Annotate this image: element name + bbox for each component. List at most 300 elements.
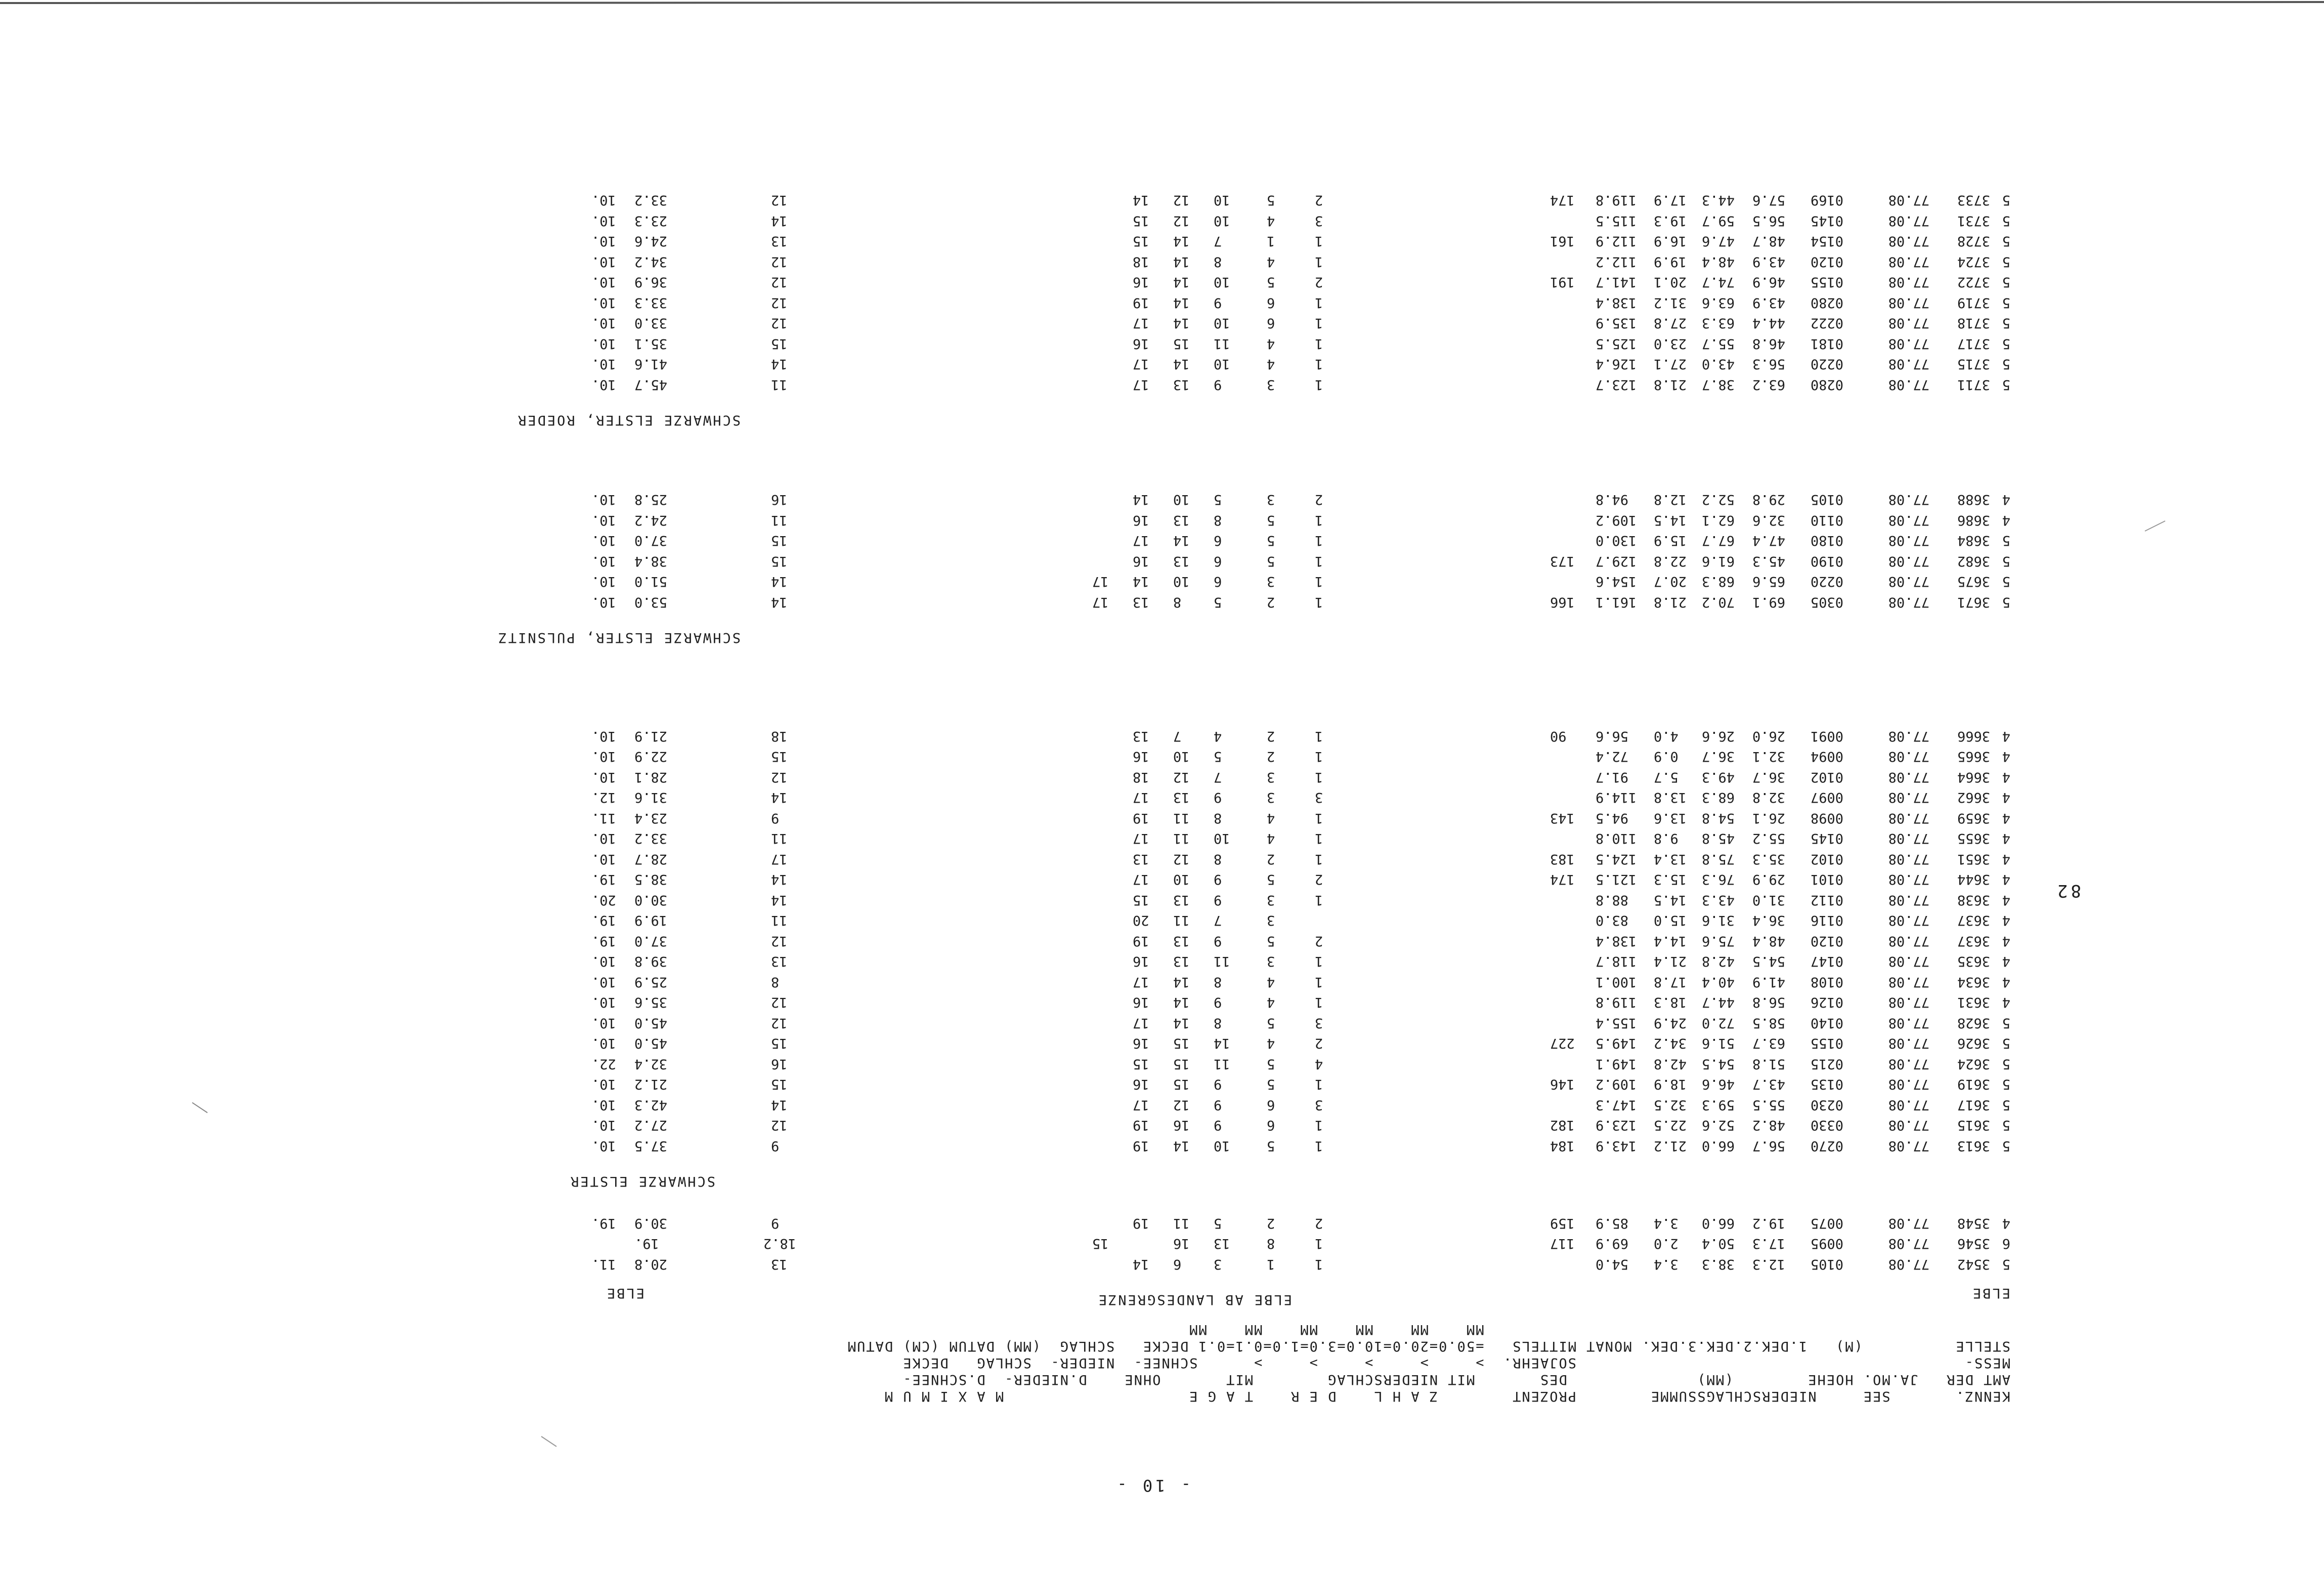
table-cell: 35.6 (634, 994, 668, 1011)
table-cell: 14 (1173, 994, 1190, 1011)
table-cell: 3 (1267, 953, 1275, 970)
table-cell: 10. (591, 728, 616, 744)
table-cell: 0280 (1811, 377, 1844, 392)
table-cell: 5 (2002, 336, 2010, 352)
table-cell: 109.2 (1596, 512, 1637, 528)
table-cell: 66.0 (1702, 1215, 1735, 1231)
table-cell: 33.3 (634, 295, 668, 311)
table-cell: 119.8 (1596, 192, 1637, 208)
table-cell: 94.5 (1596, 810, 1629, 826)
table-cell: 19 (1133, 1117, 1149, 1133)
table-cell: 67.7 (1702, 533, 1735, 549)
table-row (0, 826, 2324, 847)
table-cell: 0215 (1811, 1056, 1844, 1072)
table-cell: 4 (1315, 1056, 1323, 1072)
table-cell: 13 (1173, 933, 1190, 949)
table-cell: 13 (771, 233, 788, 249)
table-cell: 4 (1267, 830, 1275, 847)
table-cell: 83.0 (1596, 912, 1629, 929)
table-cell: 31.6 (1702, 912, 1735, 929)
table-cell: 10. (591, 492, 616, 508)
table-cell: 14 (1133, 192, 1149, 208)
table-cell: 4 (2002, 728, 2010, 744)
table-cell: 0145 (1811, 213, 1844, 229)
river-label-right: ELBE (605, 1285, 644, 1301)
table-cell: 12 (771, 192, 788, 208)
table-cell: 75.6 (1702, 933, 1735, 949)
table-row (0, 785, 2324, 806)
table-cell: 5 (2002, 594, 2010, 610)
table-cell: 5 (1214, 1215, 1222, 1231)
table-cell: 15 (771, 336, 788, 352)
table-cell: 77.08 (1888, 533, 1929, 549)
table-cell: 3644 (1957, 871, 1990, 888)
table-cell: 7 (1214, 233, 1222, 249)
table-cell: 3675 (1957, 574, 1990, 590)
table-cell: 0126 (1811, 994, 1844, 1011)
table-cell: 56.5 (1752, 213, 1786, 229)
table-cell: 20.7 (1654, 574, 1687, 590)
table-cell: 62.1 (1702, 512, 1735, 528)
table-cell: 10 (1173, 871, 1190, 888)
table-cell: 3631 (1957, 994, 1990, 1011)
table-cell: 77.08 (1888, 994, 1929, 1011)
table-cell: 15 (1173, 336, 1190, 352)
table-cell: 5 (2002, 1035, 2010, 1052)
table-cell: 10. (591, 356, 616, 372)
table-cell: 11 (1214, 1056, 1230, 1072)
table-cell: 10. (591, 769, 616, 785)
table-cell: 10. (591, 315, 616, 331)
table-cell: 77.08 (1888, 553, 1929, 569)
table-cell: 3635 (1957, 953, 1990, 970)
table-cell: 33.2 (634, 192, 668, 208)
table-cell: 5 (1267, 1076, 1275, 1092)
table-cell: 4 (2002, 994, 2010, 1011)
table-row (0, 549, 2324, 569)
table-cell: 0280 (1811, 295, 1844, 311)
header-line: STELLE (M) 1.DEK.2.DEK.3.DEK. MONAT MITTELS =50.0=20.0=10.0=3.0=1.0=0.1=0.1 DECKE SCHLAG (MM) DATUM (CM) DATUM (846, 1338, 2010, 1354)
table-cell: 5 (2002, 315, 2010, 331)
table-row (0, 590, 2324, 610)
table-cell: 55.2 (1752, 830, 1786, 847)
table-cell: 3666 (1957, 728, 1990, 744)
table-cell: 4 (2002, 871, 2010, 888)
table-cell: 17 (1133, 356, 1149, 372)
table-cell: 0116 (1811, 912, 1844, 929)
table-cell: 77.08 (1888, 728, 1929, 744)
table-cell: 77.08 (1888, 574, 1929, 590)
table-cell: 10. (591, 512, 616, 528)
table-cell: 22.5 (1654, 1117, 1687, 1133)
table-cell: 13 (1173, 953, 1190, 970)
table-cell: 77.08 (1888, 1117, 1929, 1133)
table-cell: 75.8 (1702, 851, 1735, 867)
table-cell: 16 (1133, 953, 1149, 970)
table-cell: 10. (591, 533, 616, 549)
table-cell: 55.7 (1702, 336, 1735, 352)
table-cell: 14 (771, 574, 788, 590)
table-cell: 12 (1173, 213, 1190, 229)
table-cell: 0094 (1811, 749, 1844, 765)
table-cell: 69.9 (1596, 1236, 1629, 1252)
section-title: SCHWARZE ELSTER (569, 1173, 715, 1189)
table-cell: 68.3 (1702, 574, 1735, 590)
table-cell: 10 (1214, 213, 1230, 229)
table-cell: 3711 (1957, 377, 1990, 392)
table-cell: 77.08 (1888, 974, 1929, 990)
table-cell: 10. (591, 254, 616, 270)
table-cell: 14.5 (1654, 512, 1687, 528)
table-row (0, 888, 2324, 908)
table-cell: 5 (2002, 1256, 2010, 1272)
table-cell: 7 (1214, 912, 1222, 929)
table-row (0, 970, 2324, 990)
table-cell: 166 (1550, 594, 1575, 610)
table-cell: 0222 (1811, 315, 1844, 331)
table-cell: 46.8 (1752, 336, 1786, 352)
table-cell: 24.2 (634, 512, 668, 528)
table-row (0, 990, 2324, 1011)
table-cell: 10. (591, 295, 616, 311)
table-cell: 39.8 (634, 953, 668, 970)
table-cell: 63.6 (1702, 295, 1735, 311)
table-cell: 10 (1173, 574, 1190, 590)
table-cell: 3.4 (1654, 1215, 1679, 1231)
table-cell: 0145 (1811, 830, 1844, 847)
table-row (0, 1252, 2324, 1272)
table-cell: 29.8 (1752, 492, 1786, 508)
table-cell: 51.8 (1752, 1056, 1786, 1072)
table-cell: 72.0 (1702, 1015, 1735, 1031)
table-cell: 77.08 (1888, 851, 1929, 867)
table-cell: 183 (1550, 851, 1575, 867)
table-cell: 36.7 (1702, 749, 1735, 765)
table-row (0, 570, 2324, 590)
table-row (0, 806, 2324, 826)
table-cell: 41.6 (634, 356, 668, 372)
table-cell: 11. (591, 1256, 616, 1272)
table-cell: 121.5 (1596, 871, 1637, 888)
table-row (0, 529, 2324, 549)
table-cell: 2 (1315, 192, 1323, 208)
table-cell: 0102 (1811, 851, 1844, 867)
table-cell: 14 (771, 594, 788, 610)
table-cell: 3 (1267, 492, 1275, 508)
table-cell: 19.9 (1654, 254, 1687, 270)
table-cell: 77.08 (1888, 1236, 1929, 1252)
table-cell: 35.3 (1752, 851, 1786, 867)
table-cell: 3662 (1957, 790, 1990, 806)
table-cell: 10 (1214, 274, 1230, 290)
table-row (0, 1092, 2324, 1113)
table-cell: 3634 (1957, 974, 1990, 990)
table-cell: 1 (1315, 315, 1323, 331)
table-cell: 4 (2002, 892, 2010, 908)
table-cell: 4 (1267, 254, 1275, 270)
table-cell: 91.7 (1596, 769, 1629, 785)
table-cell: 11 (771, 912, 788, 929)
table-cell: 125.5 (1596, 336, 1637, 352)
table-cell: 11 (1214, 953, 1230, 970)
table-cell: 147.3 (1596, 1097, 1637, 1113)
table-cell: 77.08 (1888, 315, 1929, 331)
table-cell: 32.8 (1752, 790, 1786, 806)
table-cell: 14 (771, 1097, 788, 1113)
table-cell: 3733 (1957, 192, 1990, 208)
header-line: MM MM MM MM MM MM (1188, 1322, 2010, 1337)
table-cell: 54.0 (1596, 1256, 1629, 1272)
table-cell: 45.8 (1702, 830, 1735, 847)
table-cell: 12 (771, 274, 788, 290)
table-row (0, 1211, 2324, 1231)
table-cell: 1 (1315, 728, 1323, 744)
table-cell: 24.6 (634, 233, 668, 249)
table-cell: 32.4 (634, 1056, 668, 1072)
table-cell: 3686 (1957, 512, 1990, 528)
table-cell: 16 (1133, 274, 1149, 290)
table-cell: 42.8 (1654, 1056, 1687, 1072)
table-cell: 4 (1267, 336, 1275, 352)
table-cell: 5 (2002, 295, 2010, 311)
table-cell: 4 (2002, 851, 2010, 867)
section-title: ELBE AB LANDESGRENZE (1097, 1292, 1292, 1307)
table-cell: 20.1 (1654, 274, 1687, 290)
table-cell: 36.7 (1752, 769, 1786, 785)
table-cell: 3659 (1957, 810, 1990, 826)
table-cell: 0120 (1811, 933, 1844, 949)
table-cell: 2 (1315, 933, 1323, 949)
table-cell: 14 (771, 213, 788, 229)
table-row (0, 1232, 2324, 1252)
header-line: AMT DER JA.MO. HOEHE (MM) DES MIT NIEDERSCHLAG MIT OHNE D.NIEDER- D.SCHNEE- (902, 1372, 2010, 1387)
table-cell: 10. (591, 1076, 616, 1092)
table-cell: 45.3 (1752, 553, 1786, 569)
table-cell: 119.8 (1596, 994, 1637, 1011)
table-cell: 2 (1267, 851, 1275, 867)
table-cell: 19 (1133, 1138, 1149, 1154)
table-cell: 38.7 (1702, 377, 1735, 392)
table-cell: 12 (1173, 851, 1190, 867)
table-cell: 0102 (1811, 769, 1844, 785)
table-cell: 10 (1214, 1138, 1230, 1154)
table-row (0, 188, 2324, 208)
table-cell: 4.0 (1654, 728, 1679, 744)
table-row (0, 745, 2324, 765)
table-cell: 15.3 (1654, 871, 1687, 888)
table-cell: 1 (1315, 994, 1323, 1011)
table-cell: 21.2 (1654, 1138, 1687, 1154)
table-cell: 15 (1133, 892, 1149, 908)
table-cell: 18.9 (1654, 1076, 1687, 1092)
table-cell: 5.7 (1654, 769, 1679, 785)
table-cell: 4 (2002, 769, 2010, 785)
table-cell: 22.9 (634, 749, 668, 765)
table-cell: 77.08 (1888, 295, 1929, 311)
table-cell: 48.4 (1702, 254, 1735, 270)
table-cell: 11 (771, 512, 788, 528)
table-cell: 0270 (1811, 1138, 1844, 1154)
table-cell: 77.08 (1888, 192, 1929, 208)
table-cell: 34.2 (634, 254, 668, 270)
table-cell: 17 (1133, 974, 1149, 990)
table-cell: 77.08 (1888, 233, 1929, 249)
table-cell: 1 (1315, 336, 1323, 352)
table-cell: 115.5 (1596, 213, 1637, 229)
table-cell: 0155 (1811, 274, 1844, 290)
table-cell: 14.5 (1654, 892, 1687, 908)
table-cell: 0147 (1811, 953, 1844, 970)
table-cell: 3 (1315, 1097, 1323, 1113)
table-cell: 14 (1173, 233, 1190, 249)
table-cell: 5 (1267, 1015, 1275, 1031)
table-cell: 63.3 (1702, 315, 1735, 331)
table-cell: 16 (1133, 749, 1149, 765)
table-cell: 20.8 (634, 1256, 668, 1272)
table-cell: 3688 (1957, 492, 1990, 508)
table-cell: 8 (1214, 1015, 1222, 1031)
table-cell: 27.1 (1654, 356, 1687, 372)
table-cell: 14 (771, 356, 788, 372)
table-cell: 22.8 (1654, 553, 1687, 569)
table-cell: 26.6 (1702, 728, 1735, 744)
table-cell: 8 (771, 974, 780, 990)
table-cell: 173 (1550, 553, 1575, 569)
table-cell: 2 (1267, 1215, 1275, 1231)
table-cell: 4 (2002, 953, 2010, 970)
table-cell: 1 (1315, 851, 1323, 867)
table-cell: 12 (771, 1117, 788, 1133)
table-cell: 1 (1315, 553, 1323, 569)
table-cell: 13 (1214, 1236, 1230, 1252)
table-cell: 40.4 (1702, 974, 1735, 990)
table-cell: 47.6 (1702, 233, 1735, 249)
table-cell: 43.3 (1702, 892, 1735, 908)
table-cell: 14.4 (1654, 933, 1687, 949)
table-cell: 124.5 (1596, 851, 1637, 867)
table-cell: 1 (1315, 974, 1323, 990)
table-cell: 0108 (1811, 974, 1844, 990)
table-cell: 4 (2002, 830, 2010, 847)
table-cell: 10. (591, 1015, 616, 1031)
table-cell: 0330 (1811, 1117, 1844, 1133)
table-cell: 191 (1550, 274, 1575, 290)
table-cell: 50.4 (1702, 1236, 1735, 1252)
table-cell: 3719 (1957, 295, 1990, 311)
table-cell: 8 (1214, 810, 1222, 826)
table-cell: 14 (771, 790, 788, 806)
table-cell: 27.2 (634, 1117, 668, 1133)
table-cell: 7 (1173, 728, 1182, 744)
table-cell: 130.0 (1596, 533, 1637, 549)
table-cell: 14 (1133, 492, 1149, 508)
table-cell: 88.8 (1596, 892, 1629, 908)
table-cell: 55.5 (1752, 1097, 1786, 1113)
table-cell: 155.4 (1596, 1015, 1637, 1031)
table-cell: 63.2 (1752, 377, 1786, 392)
table-cell: 16 (771, 1056, 788, 1072)
table-cell: 10. (591, 1097, 616, 1113)
table-cell: 33.2 (634, 830, 668, 847)
table-cell: 31.0 (1752, 892, 1786, 908)
table-cell: 8 (1214, 512, 1222, 528)
table-cell: 35.1 (634, 336, 668, 352)
table-cell: 38.4 (634, 553, 668, 569)
table-cell: 14 (1173, 1138, 1190, 1154)
table-cell: 1 (1315, 1236, 1323, 1252)
table-cell: 42.8 (1702, 953, 1735, 970)
table-cell: 3637 (1957, 912, 1990, 929)
table-cell: 38.5 (634, 871, 668, 888)
table-cell: 3 (1214, 1256, 1222, 1272)
table-cell: 15 (1173, 1056, 1190, 1072)
table-cell: 135.9 (1596, 315, 1637, 331)
table-cell: 85.9 (1596, 1215, 1629, 1231)
table-cell: 14 (1133, 574, 1149, 590)
table-cell: 129.7 (1596, 553, 1637, 569)
table-cell: 18 (1133, 254, 1149, 270)
table-cell: 182 (1550, 1117, 1575, 1133)
table-cell: 59.7 (1702, 213, 1735, 229)
table-cell: 30.9 (634, 1215, 668, 1231)
table-cell: 3671 (1957, 594, 1990, 610)
table-cell: 15.9 (1654, 533, 1687, 549)
table-cell: 4 (2002, 810, 2010, 826)
table-cell: 14 (1173, 533, 1190, 549)
table-cell: 3615 (1957, 1117, 1990, 1133)
table-cell: 4 (1267, 994, 1275, 1011)
table-cell: 13 (1133, 594, 1149, 610)
table-cell: 23.3 (634, 213, 668, 229)
table-cell: 1 (1315, 377, 1323, 392)
table-cell: 15 (771, 553, 788, 569)
table-cell: 17 (1092, 574, 1109, 590)
table-cell: 5 (2002, 377, 2010, 392)
table-cell: 19. (634, 1236, 659, 1252)
table-cell: 3715 (1957, 356, 1990, 372)
table-cell: 5 (2002, 233, 2010, 249)
table-cell: 6 (1214, 553, 1222, 569)
table-cell: 5 (1267, 274, 1275, 290)
table-cell: 10 (1214, 315, 1230, 331)
table-row (0, 352, 2324, 372)
table-row (0, 1052, 2324, 1072)
table-cell: 5 (1267, 553, 1275, 569)
table-cell: 32.1 (1752, 749, 1786, 765)
table-cell: 56.7 (1752, 1138, 1786, 1154)
table-cell: 77.08 (1888, 1056, 1929, 1072)
table-cell: 16 (1173, 1236, 1190, 1252)
table-cell: 19. (591, 871, 616, 888)
table-cell: 16 (1133, 512, 1149, 528)
table-cell: 19.9 (634, 912, 668, 929)
table-cell: 13 (1173, 512, 1190, 528)
table-cell: 34.2 (1654, 1035, 1687, 1052)
table-cell: 109.2 (1596, 1076, 1637, 1092)
table-cell: 26.0 (1752, 728, 1786, 744)
table-cell: 11 (1173, 912, 1190, 929)
table-cell: 17.8 (1654, 974, 1687, 990)
page-number: - 10 - (1114, 1476, 1191, 1495)
section-title: SCHWARZE ELSTER, ROEDER (517, 412, 741, 428)
table-cell: 32.5 (1654, 1097, 1687, 1113)
table-cell: 9.8 (1654, 830, 1679, 847)
table-cell: 19.2 (1752, 1215, 1786, 1231)
table-cell: 5 (1267, 533, 1275, 549)
table-cell: 72.4 (1596, 749, 1629, 765)
table-cell: 17 (1133, 315, 1149, 331)
table-cell: 8 (1214, 851, 1222, 867)
